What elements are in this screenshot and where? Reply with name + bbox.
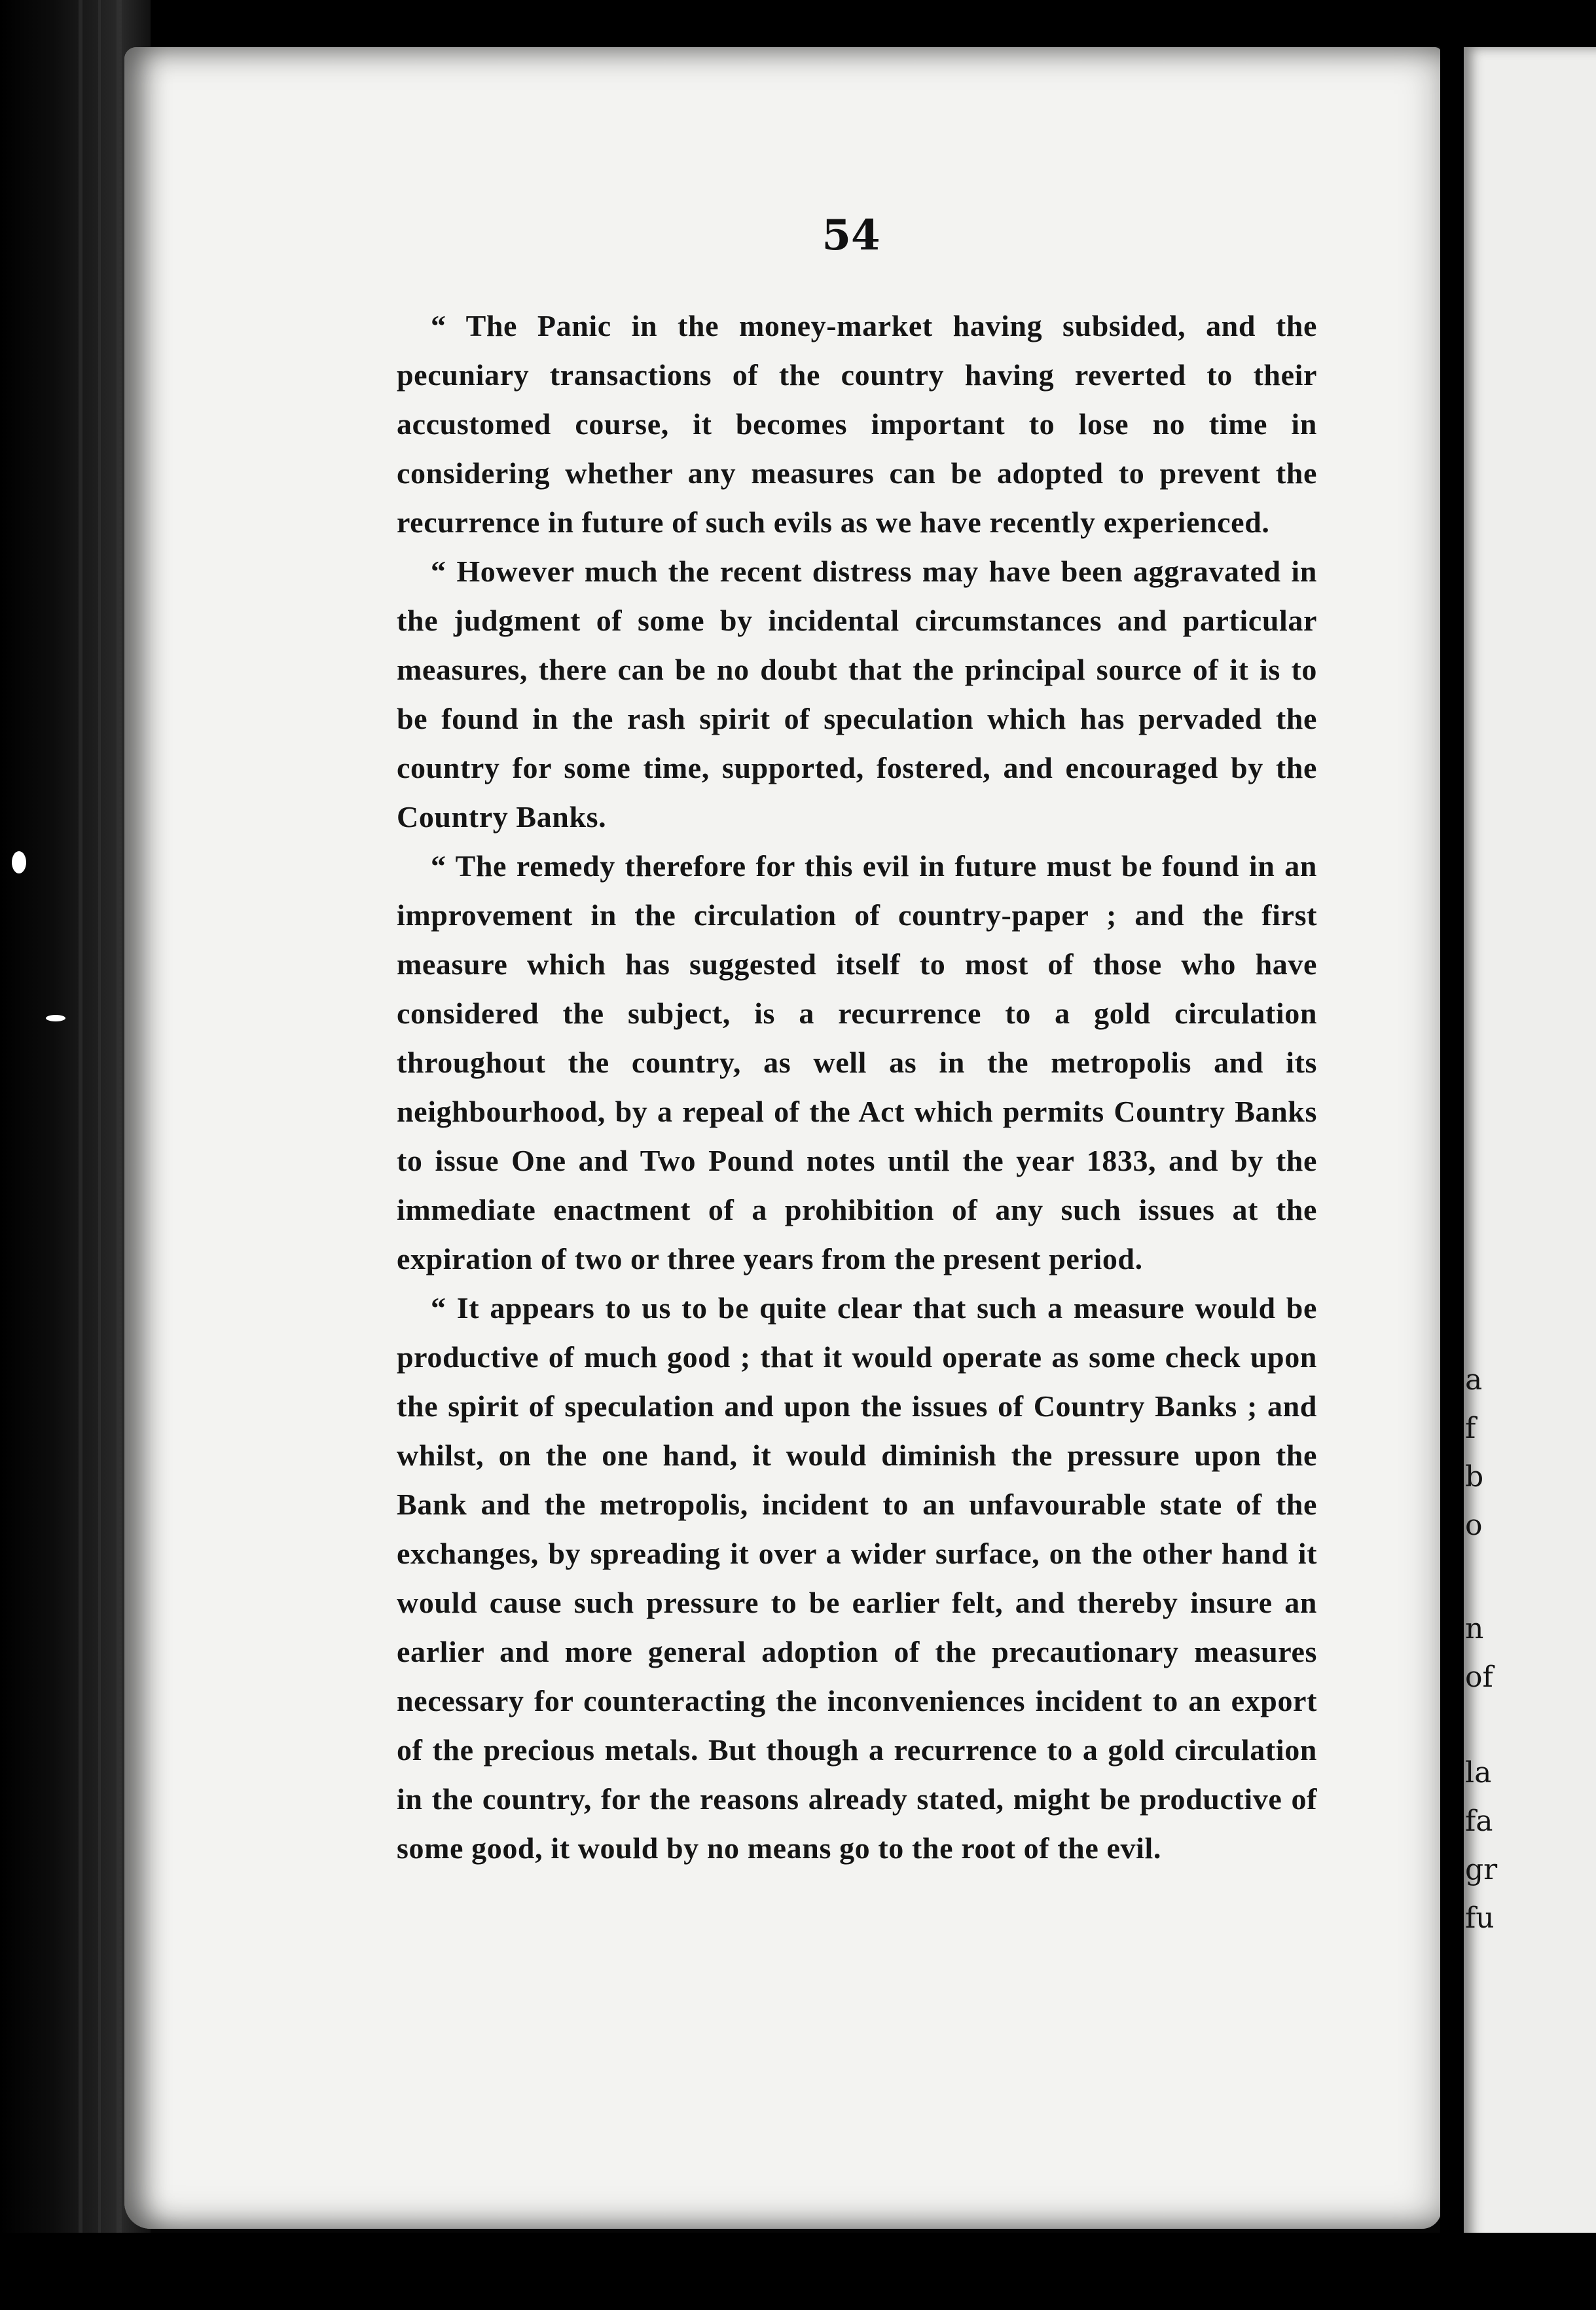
body-text [397,301,1317,1873]
scan-border-bottom [0,2233,1596,2310]
scan-speck [46,1015,65,1021]
adjacent-page-fragment: fu [1465,1901,1495,1935]
edge-streak [79,0,82,2310]
adjacent-page-fragment: fa [1465,1805,1493,1838]
quoted-paragraph: “ However much the recent distress may have been aggravated in the judgment of some by incidental circumstances and particular measures, there can be no doubt that the principal source of it is to be found in the rash spirit of speculation which has pervaded the country for some time, supported, fostered, and encouraged by the Country Banks. [397,555,1317,834]
adjacent-page-fragment: of [1465,1660,1493,1694]
scan-speck [12,851,26,873]
adjacent-page-fragment: o [1465,1509,1483,1542]
adjacent-page-fragment: a [1465,1363,1483,1397]
adjacent-page-fragment: la [1465,1756,1492,1789]
quoted-paragraph: “ The Panic in the money-market having subsided, and the pecuniary transactions of the country having reverted to their accustomed course, it becomes important to lose no time in considering whether any measures can be adopted to prevent the recurrence in future of such evils as we have recently experienced. [397,309,1317,539]
edge-streak [98,0,101,2310]
quoted-paragraph: “ It appears to us to be quite clear that such a measure would be productive of much good ; that it would operate as some check upon the spirit of speculation and upon the issues of Country Banks ; and whilst, on the one hand, it would diminish the pressure upon the Bank and the metropolis, incident to an unfavourable state of the exchanges, by spreading it over a wider surface, on the other hand it would cause such pressure to be earlier felt, and thereby insure an earlier and more general adoption of the precautionary measures necessary for counteracting the inconveniences incident to an export of the precious metals. But though a recurrence to a gold circulation in the country, for the reasons already stated, might be productive of some good, it would by no means go to the root of the evil. [397,1291,1317,1865]
adjacent-page-fragment: f [1465,1412,1476,1445]
book-gutter [1440,39,1464,2239]
adjacent-page-fragment: b [1465,1460,1484,1494]
page-number: 54 [822,211,880,260]
adjacent-page-fragment: n [1465,1612,1484,1645]
adjacent-page-edge [1464,47,1596,2247]
edge-streak [117,0,122,2310]
adjacent-page-fragment: gr [1465,1853,1498,1886]
quoted-paragraph: “ The remedy therefore for this evil in future must be found in an improvement in the circulation of country-paper ; and the first measure which has suggested itself to most of those who have considered the subject, is a recurrence to a gold circulation throughout the country, as well as in the metropolis and its neighbourhood, by a repeal of the Act which permits Country Banks to issue One and Two Pound notes until the year 1833, and by the immediate enactment of a prohibition of any such issues at the expiration of two or three years from the present period. [397,849,1317,1275]
scan-border-top [0,0,1596,46]
